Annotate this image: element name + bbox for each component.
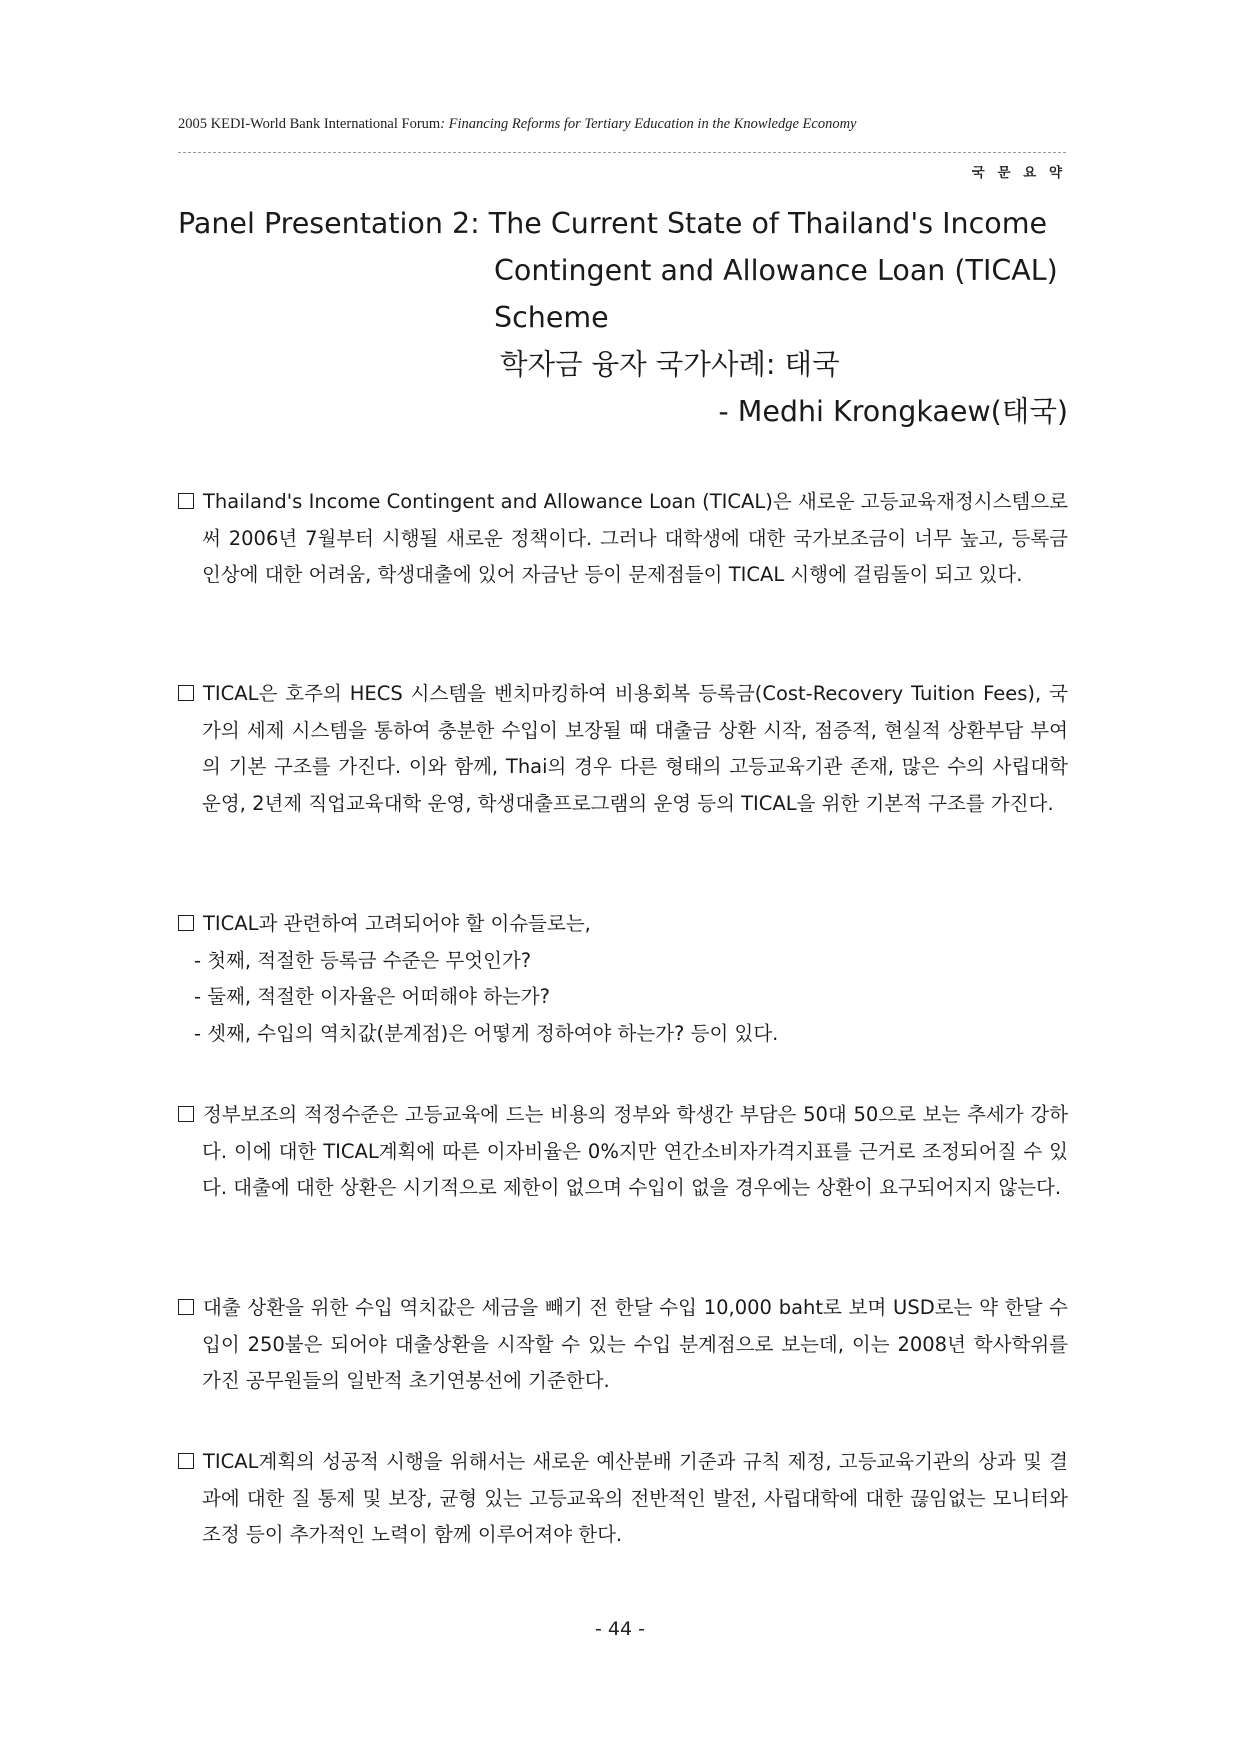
author-line: - Medhi Krongkaew(태국) xyxy=(718,395,1068,428)
checkbox-bullet-icon xyxy=(178,493,194,509)
running-header xyxy=(178,116,1058,133)
section-tag: 국 문 요 약 xyxy=(971,165,1066,181)
paragraph-5 xyxy=(178,1290,1068,1400)
paragraph-4 xyxy=(178,1097,1068,1207)
paragraph-2 xyxy=(178,676,1068,822)
paragraph-4-text: 정부보조의 적정수준은 고등교육에 드는 비용의 정부와 학생간 부담은 50대 50으로 보는 추세가 강하다. 이에 대한 TICAL계획에 따른 이자비율은 0%지만 연간소비자가격지표를 근거로 조정되어질 수 있다. 대출에 대한 상환은 시기적으로 제한이 없으며 수입이 없을 경우에는 상환이 요구되어지지 않는다. xyxy=(202,1103,1068,1199)
paragraph-3 xyxy=(178,906,1068,1052)
title-line-1: Panel Presentation 2: The Current State of Thailand's Income xyxy=(178,207,1047,240)
checkbox-bullet-icon xyxy=(178,1299,194,1315)
checkbox-bullet-icon xyxy=(178,1106,194,1122)
forum-name: 2005 KEDI-World Bank International Forum xyxy=(178,116,441,132)
issue-item-3: - 셋째, 수입의 역치값(분계점)은 어떻게 정하여야 하는가? 등이 있다. xyxy=(194,1021,779,1045)
header-divider xyxy=(178,152,1066,153)
korean-title: 학자금 융자 국가사례: 태국 xyxy=(500,348,840,381)
issue-item-1: - 첫째, 적절한 등록금 수준은 무엇인가? xyxy=(194,948,532,972)
checkbox-bullet-icon xyxy=(178,685,194,701)
paragraph-6 xyxy=(178,1444,1068,1554)
paragraph-6-text: TICAL계획의 성공적 시행을 위해서는 새로운 예산분배 기준과 규칙 제정, 고등교육기관의 상과 및 결과에 대한 질 통제 및 보장, 균형 있는 고등교육의 전반적인 발전, 사립대학에 대한 끊임없는 모니터와 조정 등이 추가적인 노력이 함께 이루어져야 한다. xyxy=(202,1450,1068,1546)
title-line-2: Contingent and Allowance Loan (TICAL) xyxy=(494,254,1058,287)
forum-subtitle: : Financing Reforms for Tertiary Education in the Knowledge Economy xyxy=(440,116,857,132)
checkbox-bullet-icon xyxy=(178,915,194,931)
issue-item-2: - 둘째, 적절한 이자율은 어떠해야 하는가? xyxy=(194,985,550,1008)
page-number: - 44 - xyxy=(595,1618,645,1640)
paragraph-3-intro: TICAL과 관련하여 고려되어야 할 이슈들로는, xyxy=(203,912,591,935)
paragraph-1 xyxy=(178,484,1068,594)
paragraph-5-text: 대출 상환을 위한 수입 역치값은 세금을 빼기 전 한달 수입 10,000 baht로 보며 USD로는 약 한달 수입이 250불은 되어야 대출상환을 시작할 수 있는 수입 분계점으로 보는데, 이는 2008년 학사학위를 가진 공무원들의 일반적 초기연봉선에 기준한다. xyxy=(202,1296,1068,1392)
paragraph-1-text: Thailand's Income Contingent and Allowance Loan (TICAL)은 새로운 고등교육재정시스템으로써 2006년 7월부터 시행될 새로운 정책이다. 그러나 대학생에 대한 국가보조금이 너무 높고, 등록금 인상에 대한 어려움, 학생대출에 있어 자금난 등이 문제점들이 TICAL 시행에 걸림돌이 되고 있다. xyxy=(202,490,1068,586)
checkbox-bullet-icon xyxy=(178,1453,194,1469)
title-line-3: Scheme xyxy=(494,301,609,334)
paragraph-2-text: TICAL은 호주의 HECS 시스템을 벤치마킹하여 비용회복 등록금(Cost-Recovery Tuition Fees), 국가의 세제 시스템을 통하여 충분한 수입이 보장될 때 대출금 상환 시작, 점증적, 현실적 상환부담 부여의 기본 구조를 가진다. 이와 함께, Thai의 경우 다른 형태의 고등교육기관 존재, 많은 수의 사립대학 운영, 2년제 직업교육대학 운영, 학생대출프로그램의 운영 등의 TICAL을 위한 기본적 구조를 가진다. xyxy=(202,682,1068,815)
title-block xyxy=(178,200,1068,435)
